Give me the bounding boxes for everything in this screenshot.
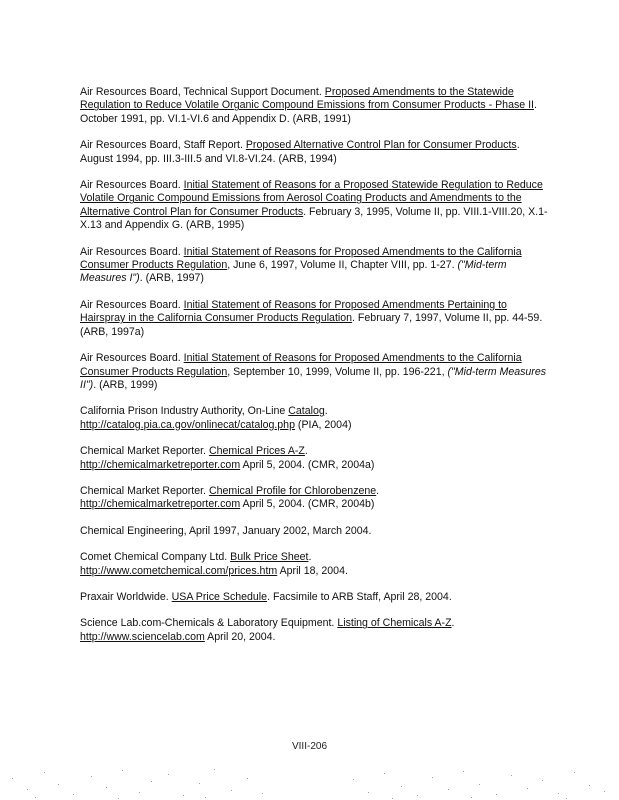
reference-citation: (PIA, 2004)	[294, 418, 352, 431]
reference-item	[80, 591, 550, 604]
reference-author: Air Resources Board.	[80, 245, 184, 258]
reference-author: Comet Chemical Company Ltd.	[80, 551, 231, 564]
reference-note: ("Mid-term Measures I")	[80, 259, 507, 285]
reference-link[interactable]: http://catalog.pia.ca.gov/onlinecat/catalog.php	[80, 418, 295, 431]
reference-details: . February 7, 1997, Volume II, pp. 44-59. (ARB, 1997a)	[80, 312, 543, 338]
reference-author: Air Resources Board.	[80, 179, 184, 192]
reference-title: Initial Statement of Reasons for Proposed Amendments Pertaining to Hairspray in the California Consumer Products Regulation	[80, 298, 507, 325]
page-number: VIII-206	[291, 741, 328, 752]
reference-details: .	[451, 617, 455, 630]
reference-title: Listing of Chemicals A-Z	[337, 617, 452, 630]
reference-citation: . (ARB, 1999)	[93, 378, 158, 391]
reference-title: Chemical Profile for Chlorobenzene	[208, 484, 377, 497]
reference-item	[80, 617, 550, 644]
reference-title: Initial Statement of Reasons for a Proposed Statewide Regulation to Reduce Volatile Organic Compound Emissions from Aerosol Coating Products and Amendments to the Alternative Control Plan for Consumer Products	[80, 179, 543, 218]
reference-item	[80, 179, 550, 233]
reference-details: . August 1994, pp. III.3-III.5 and VI.8-VI.24. (ARB, 1994)	[80, 139, 520, 165]
reference-details: .	[324, 405, 328, 418]
reference-details: . Facsimile to ARB Staff, April 28, 2004.	[267, 590, 452, 603]
scan-noise	[0, 748, 619, 800]
reference-title: Proposed Amendments to the Statewide Regulation to Reduce Volatile Organic Compound Emissions from Consumer Products - Phase II	[80, 86, 534, 112]
reference-item	[80, 86, 550, 126]
reference-details: .	[376, 484, 380, 497]
reference-title: Proposed Alternative Control Plan for Consumer Products	[245, 139, 517, 152]
reference-item	[80, 551, 550, 578]
reference-item	[80, 405, 550, 432]
reference-link[interactable]: http://www.cometchemical.com/prices.htm	[80, 564, 278, 577]
reference-item	[80, 352, 550, 392]
reference-author: Chemical Market Reporter.	[80, 484, 209, 497]
reference-title: Catalog	[288, 405, 325, 418]
reference-author: Air Resources Board, Technical Support Document.	[80, 86, 325, 98]
reference-title: USA Price Schedule	[171, 590, 268, 603]
reference-title: Chemical Prices A-Z	[208, 445, 305, 458]
reference-citation: April 5, 2004. (CMR, 2004a)	[240, 458, 375, 471]
reference-citation: April 20, 2004.	[204, 630, 276, 643]
reference-author: Air Resources Board.	[80, 352, 184, 365]
reference-author: Science Lab.com-Chemicals & Laboratory Equipment.	[80, 617, 338, 630]
reference-details: . October 1991, pp. VI.1-VI.6 and Appendix D. (ARB, 1991)	[80, 99, 537, 125]
reference-author: Air Resources Board, Staff Report.	[80, 139, 246, 152]
reference-item	[80, 525, 550, 538]
reference-item	[80, 246, 550, 286]
reference-details: , June 6, 1997, Volume II, Chapter VIII, pp. 1-27.	[227, 259, 458, 272]
reference-title: Initial Statement of Reasons for Proposed Amendments to the California Consumer Products Regulation	[80, 245, 522, 272]
reference-note: ("Mid-term Measures II")	[80, 365, 547, 391]
reference-item	[80, 139, 550, 166]
reference-details: . February 3, 1995, Volume II, pp. VIII.1-VIII.20, X.1-X.13 and Appendix G. (ARB, 1995)	[80, 205, 548, 232]
reference-details: .	[304, 445, 308, 458]
reference-item	[80, 485, 550, 512]
reference-item	[80, 299, 550, 339]
reference-details: , September 10, 1999, Volume II, pp. 196-221,	[227, 365, 448, 378]
reference-author: Praxair Worldwide.	[80, 590, 172, 603]
reference-list	[80, 86, 550, 657]
reference-author: Chemical Market Reporter.	[80, 445, 209, 458]
reference-link[interactable]: http://chemicalmarketreporter.com	[80, 498, 241, 511]
reference-item	[80, 445, 550, 472]
reference-citation: April 18, 2004.	[277, 564, 348, 577]
reference-citation: . (ARB, 1997)	[139, 272, 204, 285]
reference-link[interactable]: http://chemicalmarketreporter.com	[80, 458, 241, 471]
reference-link[interactable]: http://www.sciencelab.com	[80, 630, 205, 643]
reference-details: .	[308, 551, 312, 564]
reference-author: California Prison Industry Authority, On-Line	[80, 405, 289, 418]
reference-citation: April 5, 2004. (CMR, 2004b)	[240, 498, 375, 511]
reference-title: Bulk Price Sheet	[230, 551, 309, 564]
reference-author: Chemical Engineering, April 1997, January 2002, March 2004.	[80, 524, 372, 537]
reference-author: Air Resources Board.	[80, 298, 184, 311]
reference-title: Initial Statement of Reasons for Proposed Amendments to the California Consumer Products Regulation	[80, 352, 522, 378]
